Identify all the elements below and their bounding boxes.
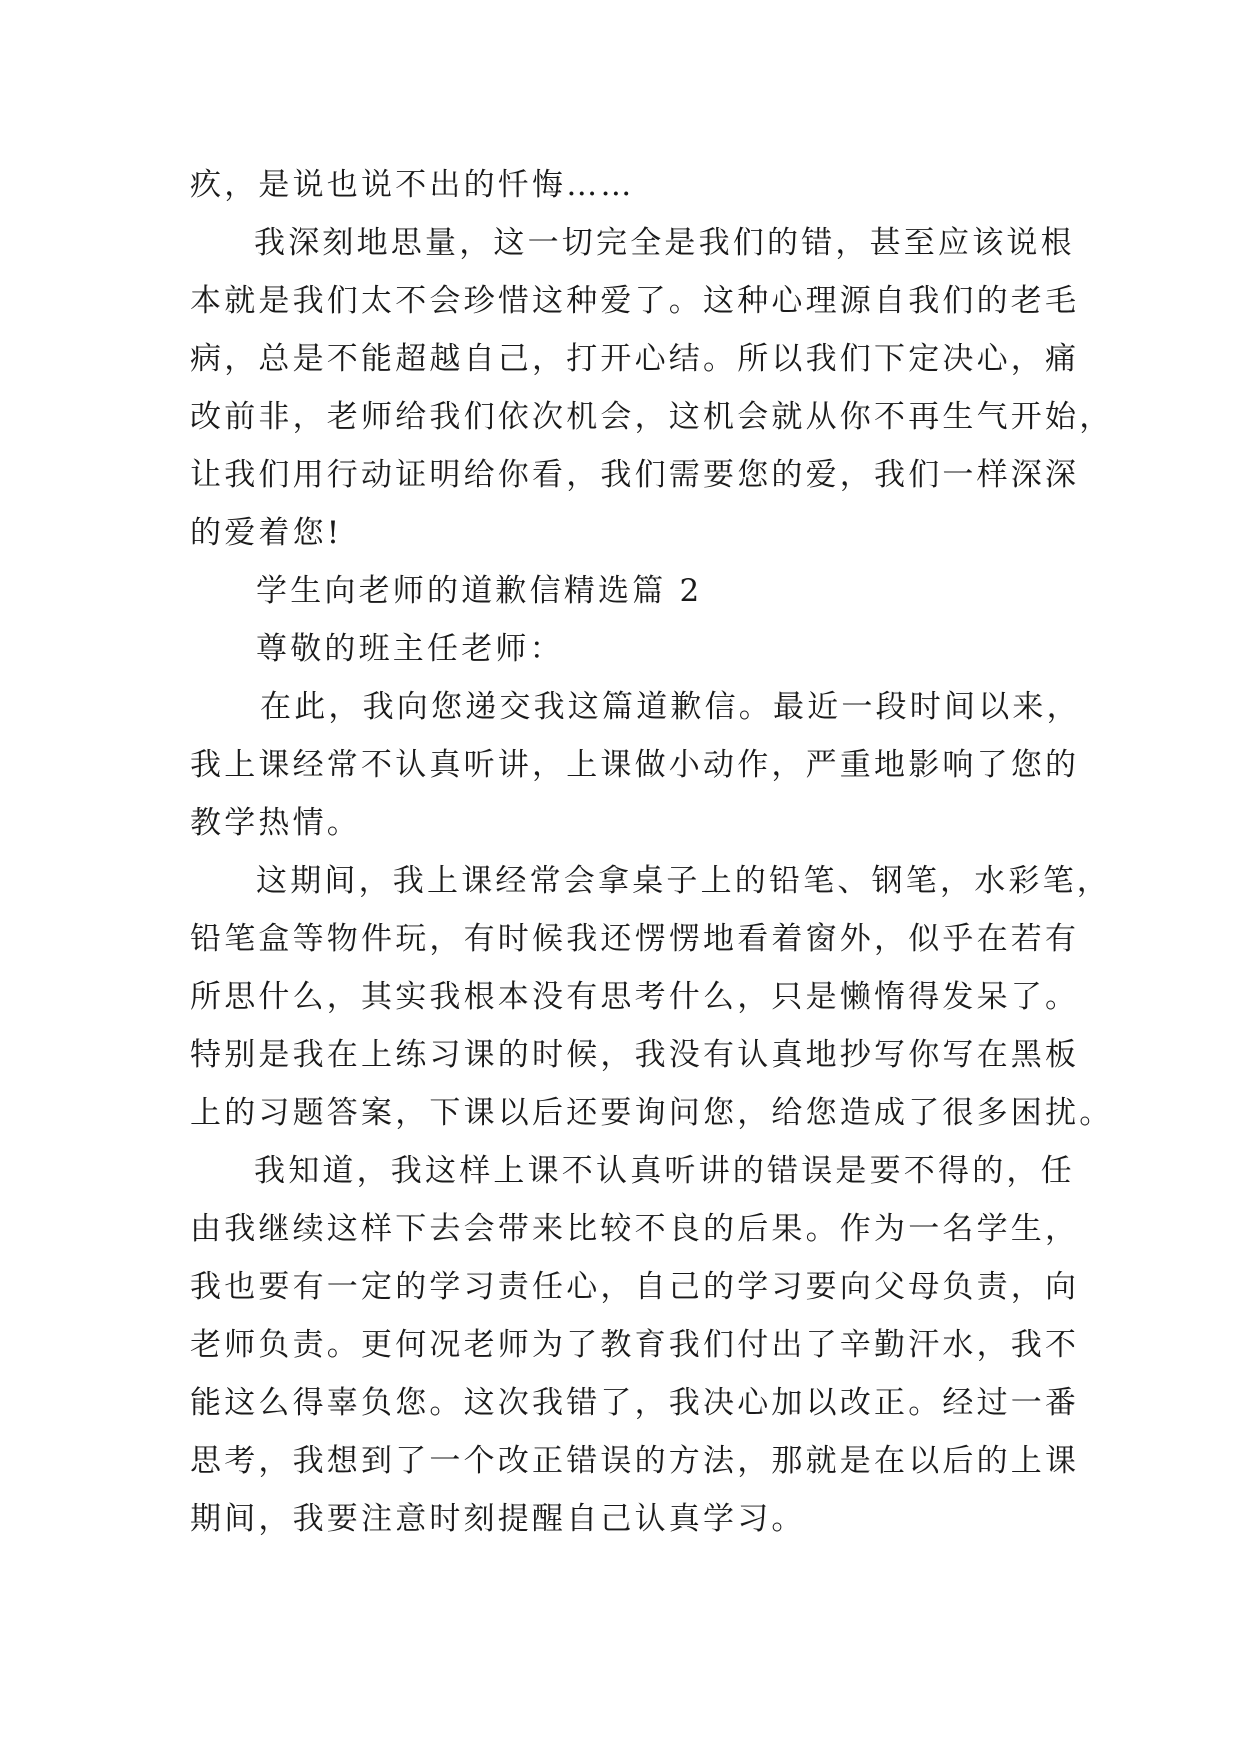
text-line: 我也要有一定的学习责任心，自己的学习要向父母负责，向 xyxy=(190,1269,1080,1305)
text-line: 思考，我想到了一个改正错误的方法，那就是在以后的上课 xyxy=(190,1443,1080,1479)
text-line: 期间，我要注意时刻提醒自己认真学习。 xyxy=(190,1501,806,1537)
text-line: 上的习题答案，下课以后还要询问您，给您造成了很多困扰。 xyxy=(190,1095,1114,1131)
text-line: 让我们用行动证明给你看，我们需要您的爱，我们一样深深 xyxy=(190,457,1080,493)
text-line: 疚，是说也说不出的忏悔…… xyxy=(190,167,635,203)
text-line: 铅笔盒等物件玩，有时候我还愣愣地看着窗外，似乎在若有 xyxy=(190,921,1080,957)
text-line: 所思什么，其实我根本没有思考什么，只是懒惰得发呆了。 xyxy=(190,979,1080,1015)
salutation: 尊敬的班主任老师： xyxy=(256,631,564,667)
text-line: 我上课经常不认真听讲，上课做小动作，严重地影响了您的 xyxy=(190,747,1080,783)
text-line: 我深刻地思量，这一切完全是我们的错，甚至应该说根 xyxy=(254,225,1075,261)
text-line: 能这么得辜负您。这次我错了，我决心加以改正。经过一番 xyxy=(190,1385,1080,1421)
text-line: 我知道，我这样上课不认真听讲的错误是要不得的，任 xyxy=(254,1153,1075,1189)
text-line: 这期间，我上课经常会拿桌子上的铅笔、钢笔，水彩笔， xyxy=(256,863,1111,899)
text-line: 特别是我在上练习课的时候，我没有认真地抄写你写在黑板 xyxy=(190,1037,1080,1073)
text-line: 在此，我向您递交我这篇道歉信。最近一段时间以来， xyxy=(260,689,1081,725)
text-line: 本就是我们太不会珍惜这种爱了。这种心理源自我们的老毛 xyxy=(190,283,1080,319)
text-line: 病，总是不能超越自己，打开心结。所以我们下定决心，痛 xyxy=(190,341,1080,377)
section-heading: 学生向老师的道歉信精选篇 2 xyxy=(256,573,703,609)
text-line: 教学热情。 xyxy=(190,805,361,841)
text-line: 改前非，老师给我们依次机会，这机会就从你不再生气开始， xyxy=(190,399,1114,435)
text-line: 老师负责。更何况老师为了教育我们付出了辛勤汗水，我不 xyxy=(190,1327,1080,1363)
text-line: 由我继续这样下去会带来比较不良的后果。作为一名学生， xyxy=(190,1211,1080,1247)
text-line: 的爱着您! xyxy=(190,515,343,551)
